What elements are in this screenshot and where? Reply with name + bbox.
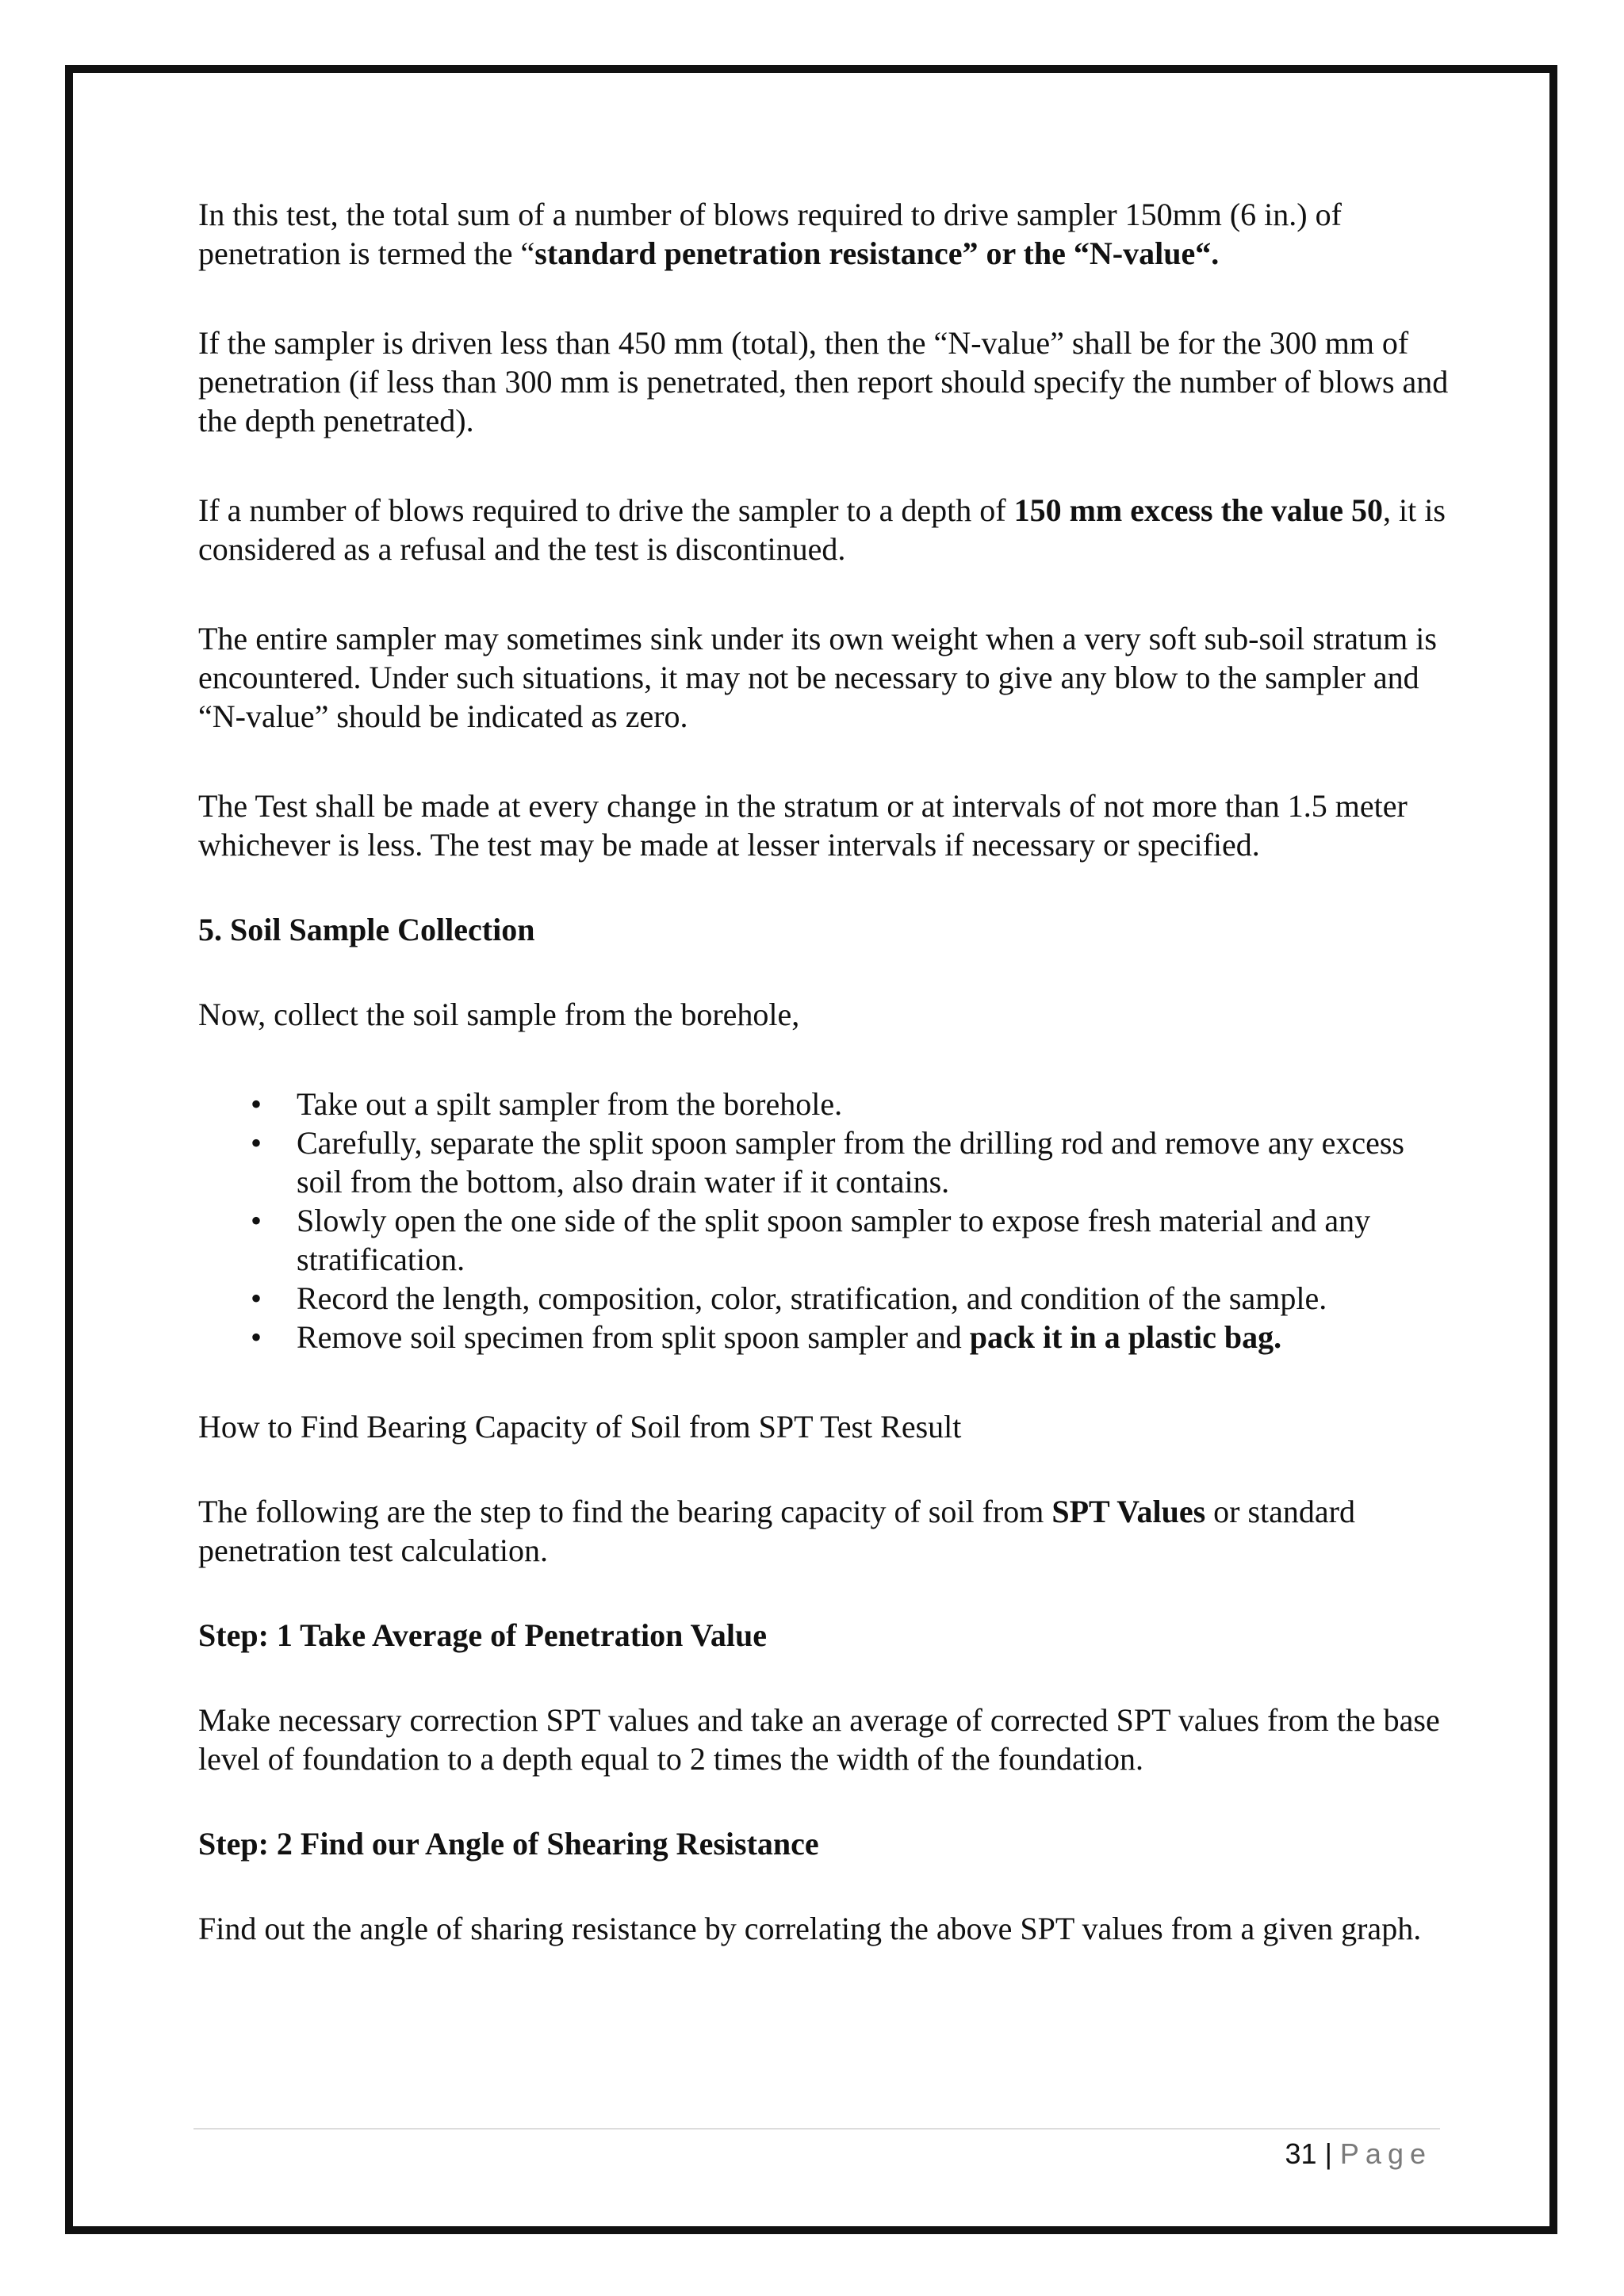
bullet-icon: • bbox=[251, 1280, 262, 1316]
text: , it is considered as a refusal and the test is discontinued. bbox=[198, 492, 1446, 567]
list-item: • Carefully, separate the split spoon sampler from the drilling rod and remove any excess soil from the bottom, also drain water if it contains. bbox=[251, 1125, 1404, 1200]
section-heading-soil-sample: 5. Soil Sample Collection bbox=[198, 912, 535, 947]
paragraph-sampler-sink: The entire sampler may sometimes sink under its own weight when a very soft sub-soil stratum is encountered. Under such situations, it may not be necessary to give any blow to the sampler and “N-value” should be indicated as zero. bbox=[198, 621, 1437, 734]
step-2-heading: Step: 2 Find our Angle of Shearing Resistance bbox=[198, 1826, 819, 1862]
paragraph-refusal bbox=[198, 491, 1451, 568]
step-2-text: Find out the angle of sharing resistance by correlating the above SPT values from a given graph. bbox=[198, 1911, 1422, 1946]
bullet-icon: • bbox=[251, 1125, 262, 1161]
footer-separator: | bbox=[1324, 2137, 1332, 2170]
subsection-title-bearing-capacity: How to Find Bearing Capacity of Soil from SPT Test Result bbox=[198, 1409, 962, 1445]
text: If a number of blows required to drive the sampler to a depth of bbox=[198, 492, 1014, 528]
section-intro: Now, collect the soil sample from the borehole, bbox=[198, 997, 800, 1032]
page-number: 31 bbox=[1285, 2137, 1317, 2170]
footer-divider bbox=[193, 2128, 1440, 2130]
bullet-icon: • bbox=[251, 1319, 262, 1355]
list-item: • Slowly open the one side of the split spoon sampler to expose fresh material and any stratification. bbox=[251, 1203, 1371, 1277]
step-1-heading: Step: 1 Take Average of Penetration Value bbox=[198, 1617, 768, 1653]
bullet-icon: • bbox=[251, 1086, 262, 1122]
list-item: • Take out a spilt sampler from the borehole. bbox=[251, 1086, 843, 1122]
paragraph-n-value-definition bbox=[198, 195, 1451, 273]
paragraph-less-than-450mm: If the sampler is driven less than 450 mm (total), then the “N-value” shall be for the 300 mm of penetration (if less than 300 mm is penetrated, then report should specify the number of blows and the depth penetrated). bbox=[198, 325, 1449, 438]
page-label: Page bbox=[1339, 2137, 1432, 2170]
list-item: • Record the length, composition, color, stratification, and condition of the sample. bbox=[251, 1280, 1327, 1316]
bullet-icon: • bbox=[251, 1203, 262, 1238]
bullet-list bbox=[198, 1085, 1451, 1357]
bold-text: SPT Values bbox=[1051, 1494, 1206, 1529]
paragraph-test-intervals: The Test shall be made at every change in the stratum or at intervals of not more than 1.5 meter whichever is less. The test may be made at lesser intervals if necessary or specified. bbox=[198, 788, 1408, 863]
page-content bbox=[198, 195, 1451, 1948]
bold-text: 150 mm excess the value 50 bbox=[1013, 492, 1384, 528]
paragraph-bearing-intro: The following are the step to find the bearing capacity of soil from SPT Values or standard penetration test calculation. bbox=[198, 1494, 1355, 1568]
list-item: • Remove soil specimen from split spoon sampler and pack it in a plastic bag. bbox=[251, 1319, 1282, 1355]
page-number-footer bbox=[1285, 2137, 1432, 2171]
text: In this test, the total sum of a number of blows required to drive sampler 150mm (6 in.) of penetration is termed the “ bbox=[198, 197, 1342, 271]
step-1-text: Make necessary correction SPT values and take an average of corrected SPT values from the base level of foundation to a depth equal to 2 times the width of the foundation. bbox=[198, 1702, 1440, 1777]
bold-text: standard penetration resistance” or the “N-value“. bbox=[534, 235, 1220, 271]
